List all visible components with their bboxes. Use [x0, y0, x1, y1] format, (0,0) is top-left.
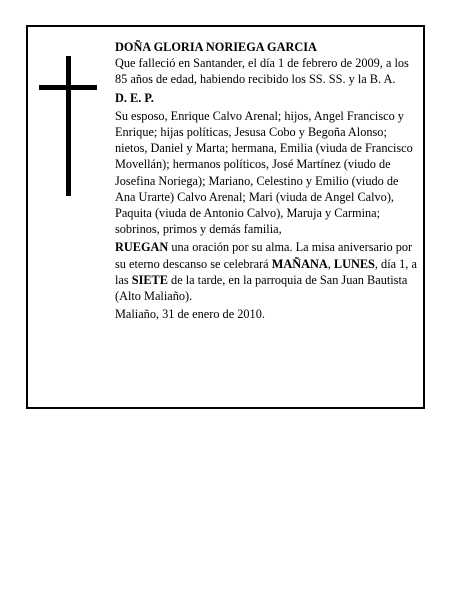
deceased-name: DOÑA GLORIA NORIEGA GARCIA [115, 40, 317, 54]
place-date: Maliaño, 31 de enero de 2010. [115, 307, 265, 322]
siete-word: SIETE [131, 272, 168, 287]
lunes-word: LUNES [333, 256, 375, 271]
dep-heading: D. E. P. [115, 90, 154, 105]
manana-word: MAÑANA [271, 256, 328, 271]
cross-icon-bar [39, 85, 97, 90]
request-paragraph [115, 239, 421, 304]
request-comma: , [327, 256, 334, 271]
request-text-1: una oración por su alma. La misa aniversario por su eterno descanso se celebrará [115, 240, 413, 271]
notice-text [115, 39, 421, 322]
ruegan-word: RUEGAN [115, 240, 169, 255]
death-info: Que falleció en Santander, el día 1 de febrero de 2009, a los 85 años de edad, habiendo recibido los SS. SS. y la B. A. [115, 56, 409, 87]
request-text-3: de la tarde, en la parroquia de San Juan Bautista (Alto Maliaño). [115, 272, 408, 304]
obituary-notice [26, 25, 425, 409]
request-text-2: , día 1, a las [115, 256, 417, 287]
family-list: Su esposo, Enrique Calvo Arenal; hijos, Angel Francisco y Enrique; hijas políticas, Jesusa Cobo y Begoña Alonso; nietos, Daniel y Marta; hermana, Emilia (viuda de Francisco Movellán); hermanos políticos, José Martínez (viudo de Josefina Noriega); Mariano, Celestino y Emilio (viudo de Ana Urarte) Calvo Arenal; Mari (viuda de Angel Calvo), Paquita (viuda de Antonio Calvo), Maruja y Carmina; sobrinos, primos y demás familia, [115, 108, 413, 237]
cross-icon [66, 56, 71, 196]
